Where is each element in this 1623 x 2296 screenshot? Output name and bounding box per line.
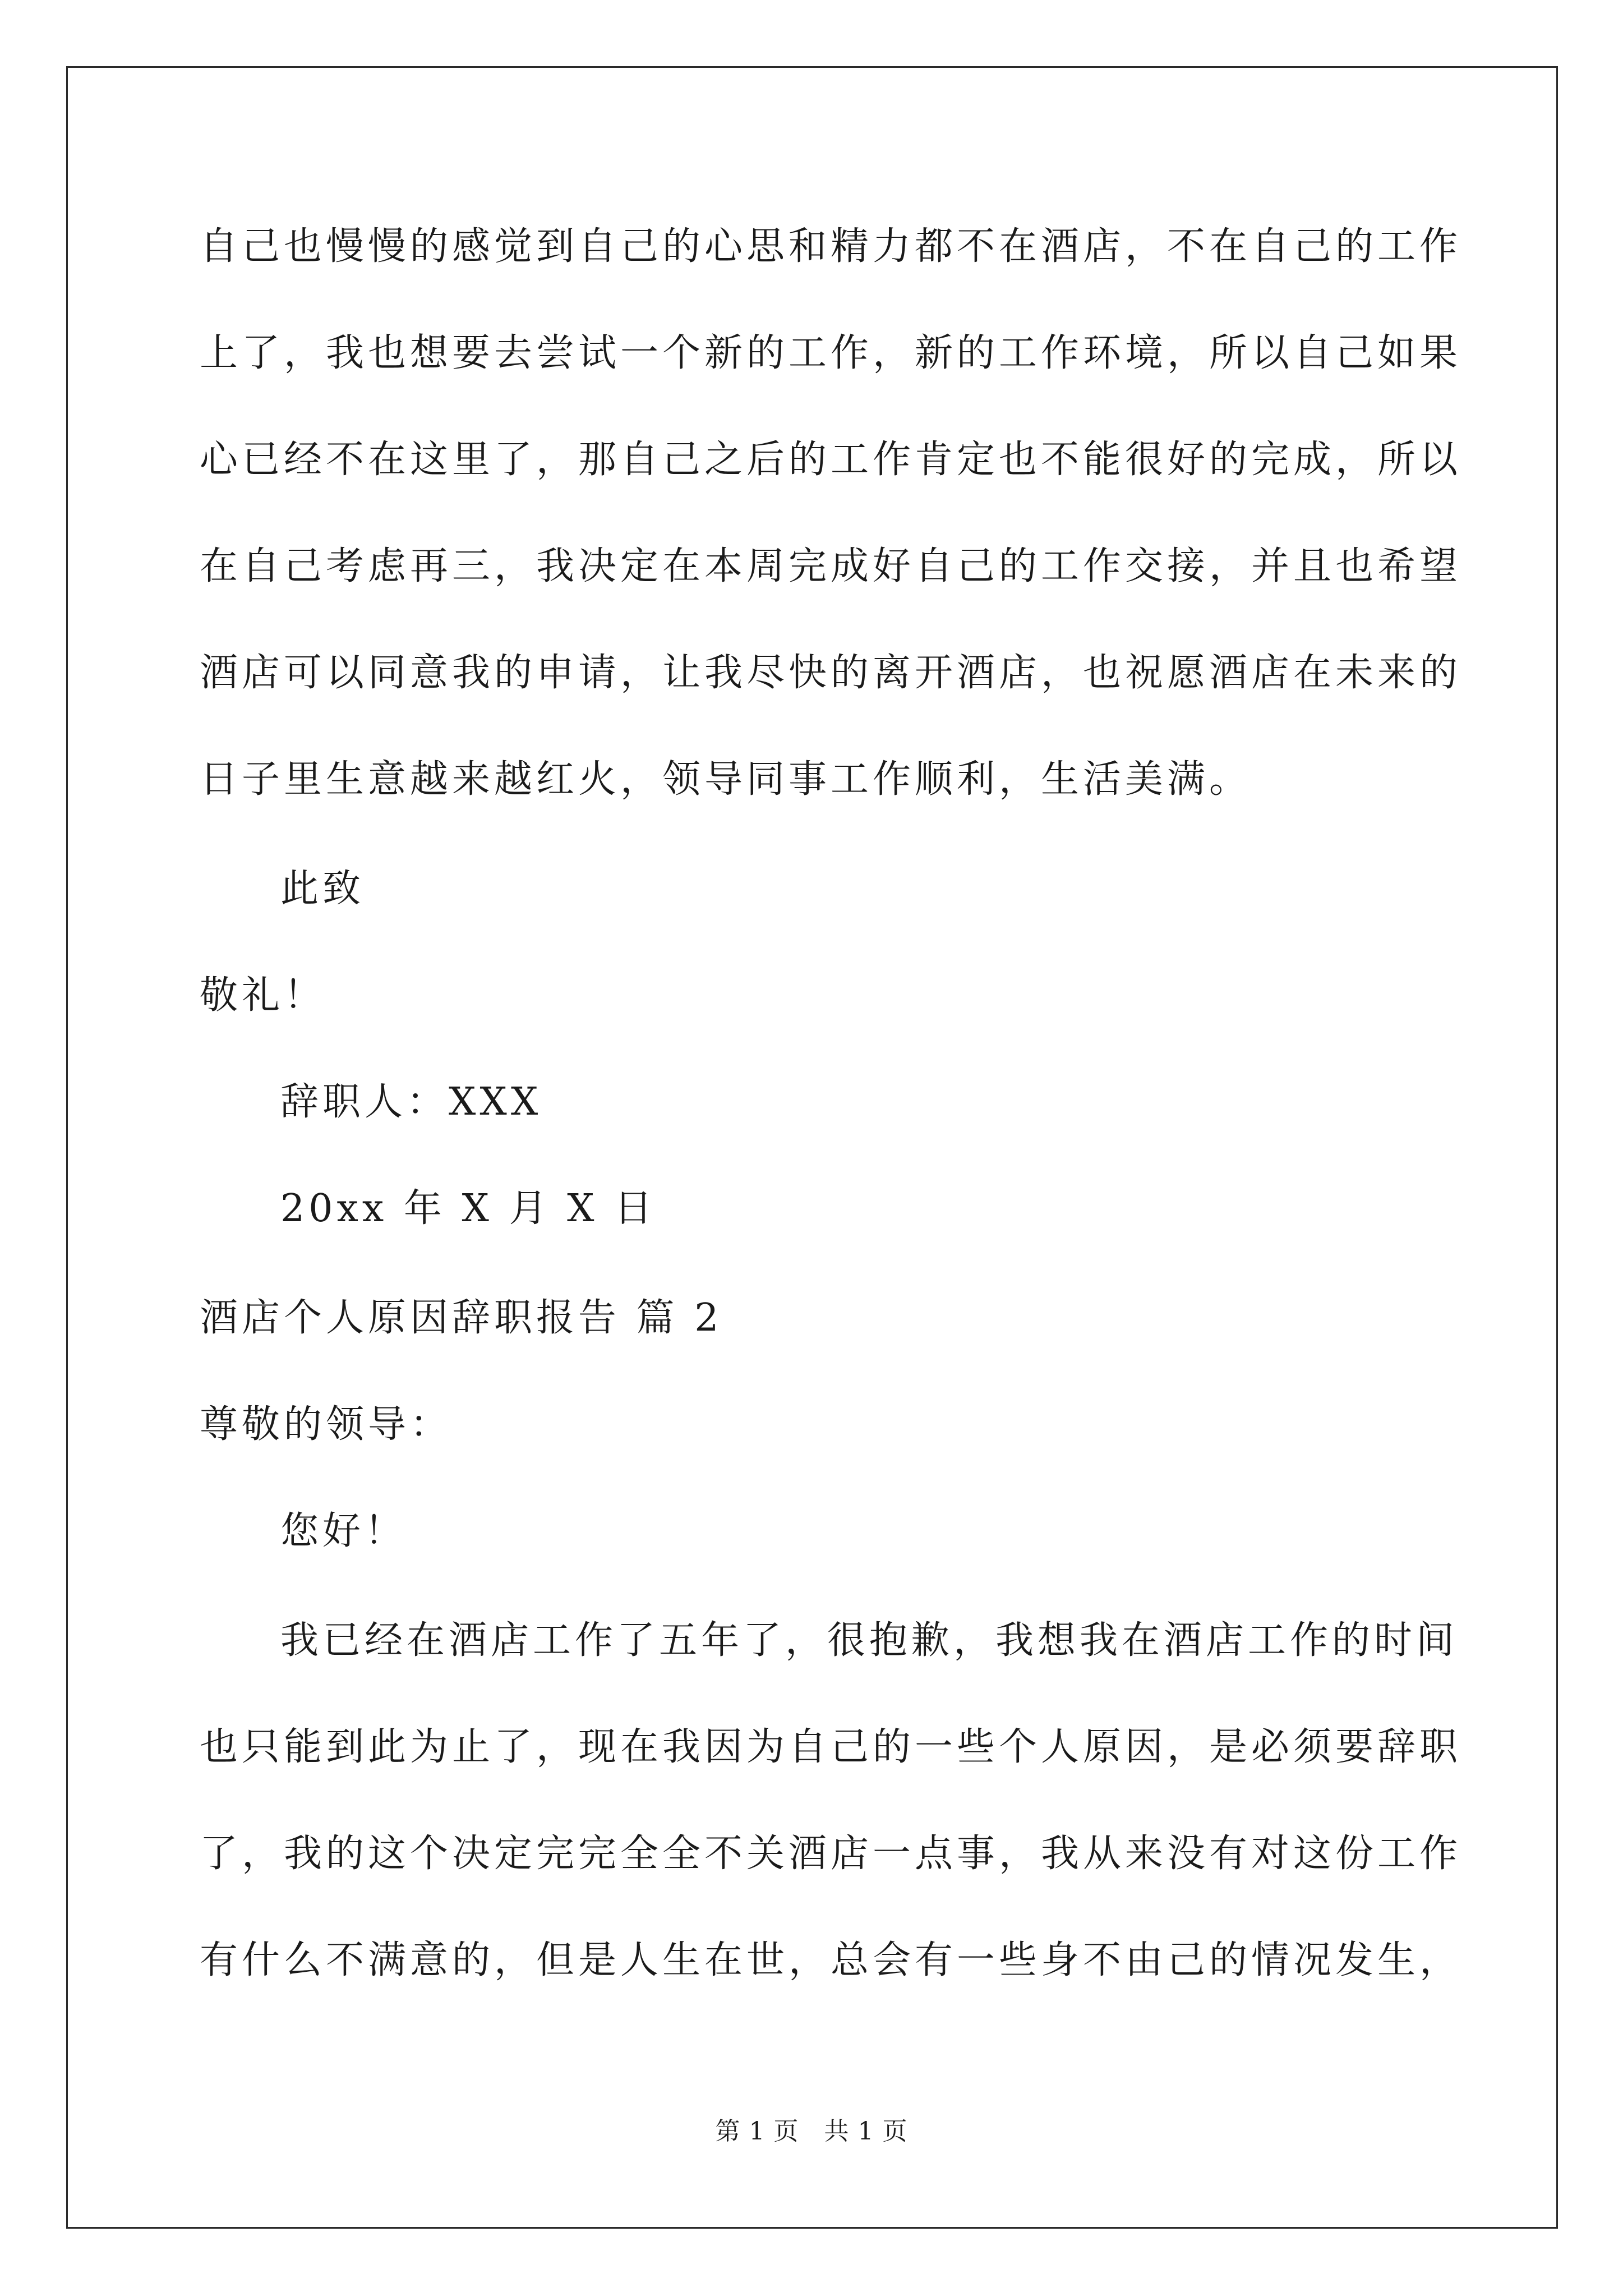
signature-text: 辞职人：XXX: [280, 1080, 542, 1124]
date-text: 20xx 年 X 月 X 日: [280, 1186, 657, 1231]
greeting-text: 尊敬的领导：: [200, 1402, 453, 1447]
hello-text: 您好！: [280, 1509, 407, 1553]
para2-line-3: 了，我的这个决定完完全全不关酒店一点事，我从来没有对这份工作: [200, 1832, 1462, 1876]
salute-text: 敬礼！: [200, 973, 326, 1018]
body-line-4: 在自己考虑再三，我决定在本周完成好自己的工作交接，并且也希望: [200, 544, 1462, 588]
body-line-6: 日子里生意越来越红火，领导同事工作顺利，生活美满。: [200, 757, 1252, 802]
closing-text: 此致: [280, 867, 365, 911]
para2-line-4: 有什么不满意的，但是人生在世，总会有一些身不由己的情况发生，: [200, 1938, 1462, 1982]
page-border: [66, 66, 1558, 2229]
section-title: 酒店个人原因辞职报告 篇 2: [200, 1296, 723, 1340]
body-line-2: 上了，我也想要去尝试一个新的工作，新的工作环境，所以自己如果: [200, 331, 1462, 375]
para2-line-1: 我已经在酒店工作了五年了，很抱歉，我想我在酒店工作的时间: [280, 1618, 1459, 1663]
body-line-5: 酒店可以同意我的申请，让我尽快的离开酒店，也祝愿酒店在未来的: [200, 651, 1462, 695]
body-line-3: 心已经不在这里了，那自己之后的工作肯定也不能很好的完成，所以: [200, 438, 1462, 482]
body-line-1: 自己也慢慢的感觉到自己的心思和精力都不在酒店，不在自己的工作: [200, 224, 1462, 269]
para2-line-2: 也只能到此为止了，现在我因为自己的一些个人原因，是必须要辞职: [200, 1725, 1462, 1769]
page-footer: 第 1 页 共 1 页: [715, 2117, 908, 2146]
